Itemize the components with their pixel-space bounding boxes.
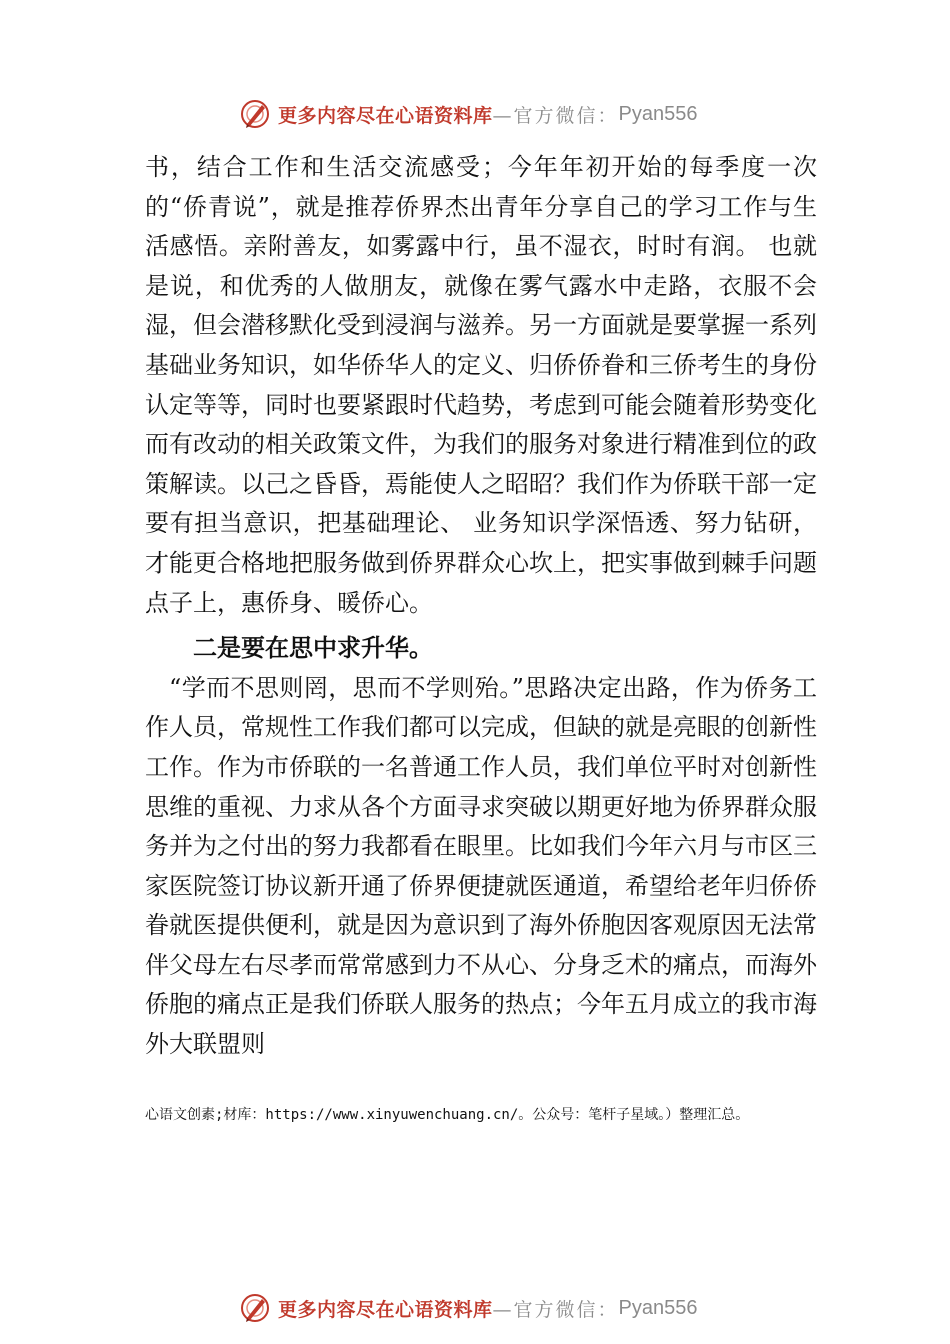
- pen-logo-icon: [238, 97, 272, 131]
- header-banner-title: 更多内容尽在心语资料库: [278, 104, 493, 127]
- section-heading: 二是要在思中求升华。: [193, 634, 433, 663]
- body-paragraph-1: 书，结合工作和生活交流感受；今年年初开始的每季度一次的“侨青说”，就是推荐侨界杰出青年分享自己的学习工作与生活感悟。亲附善友，如雾露中行，虽不湿衣，时时有润。 也就是说，和优秀的人做朋友，就像在雾气露水中走路，衣服不会湿，但会潜移默化受到浸润与滋养。另一方面就是要掌握一系列基础业务知识，如华侨华人的定义、归侨侨眷和三侨考生的身份认定等等，同时也要紧跟时代趋势，考虑到可能会随着形势变化而有改动的相关政策文件，为我们的服务对象进行精准到位的政策解读。以己之昏昏，焉能使人之昭昭？我们作为侨联干部一定要有担当意识，把基础理论、 业务知识学深悟透、努力钻研，才能更合格地把服务做到侨界群众心坎上，把实事做到棘手问题点子上，惠侨身、暖侨心。: [145, 153, 817, 617]
- footer-banner-label: —官方微信：: [492, 1298, 619, 1321]
- footer-wechat-id: Pyan556: [618, 1296, 698, 1319]
- header-wechat-id: Pyan556: [618, 102, 698, 125]
- document-body: [145, 148, 817, 1065]
- header-banner: [238, 94, 698, 134]
- footer-banner: [238, 1288, 698, 1328]
- pen-logo-icon: [238, 1291, 272, 1325]
- header-banner-label: —官方微信：: [492, 104, 619, 127]
- source-note: 心语文创素;材库：https://www.xinyuwenchuang.cn/。公众号：笔杆子星域。）整理汇总。: [145, 1107, 750, 1123]
- body-paragraph-2: “学而不思则罔，思而不学则殆。”思路决定出路，作为侨务工作人员，常规性工作我们都可以完成，但缺的就是亮眼的创新性工作。作为市侨联的一名普通工作人员，我们单位平时对创新性思维的重视、力求从各个方面寻求突破以期更好地为侨界群众服务并为之付出的努力我都看在眼里。比如我们今年六月与市区三家医院签订协议新开通了侨界便捷就医通道，希望给老年归侨侨眷就医提供便利，就是因为意识到了海外侨胞因客观原因无法常伴父母左右尽孝而常常感到力不从心、分身乏术的痛点，而海外侨胞的痛点正是我们侨联人服务的热点；今年五月成立的我市海外大联盟则: [145, 673, 817, 1059]
- footer-banner-title: 更多内容尽在心语资料库: [278, 1298, 493, 1321]
